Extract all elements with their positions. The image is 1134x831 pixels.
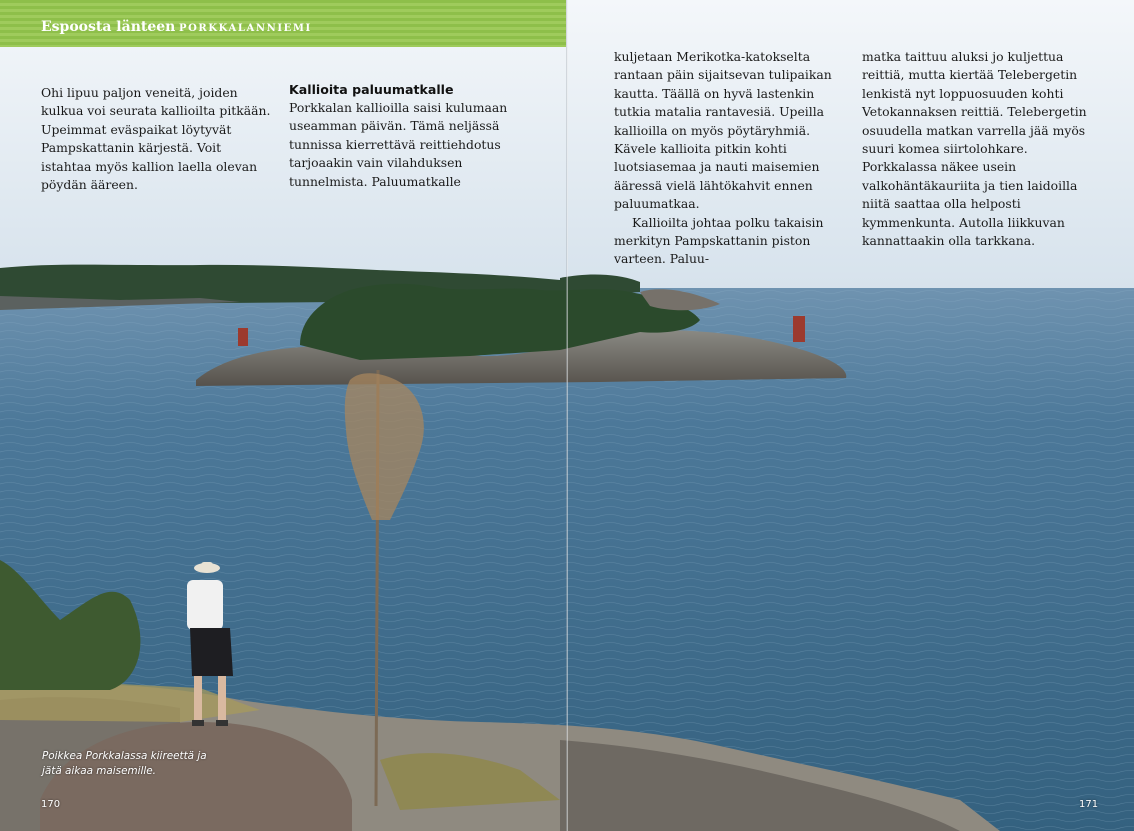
text-column-4 bbox=[862, 48, 1092, 250]
photo-caption: Poikkea Porkkalassa kiireettä ja jätä aikaa maisemille. bbox=[42, 750, 207, 777]
paragraph: Porkkalan kallioilla saisi kulumaan useamman päivän. Tämä neljässä tunnissa kierrettävä reittiehdotus tarjoaakin vain vilahduksen tunnelmista. Paluumatkalle bbox=[289, 100, 508, 189]
text-column-3 bbox=[614, 48, 844, 269]
paragraph: Kallioilta johtaa polku takaisin merkityn Pampskattanin piston varteen. Paluu- bbox=[614, 214, 824, 267]
paragraph: Ohi lipuu paljon veneitä, joiden kulkua voi seurata kallioilta pitkään. Upeimmat eväspaikat löytyvät Pampskattanin kärjestä. Voit istahtaa myös kallion laella olevan pöydän ääreen. bbox=[41, 85, 271, 193]
subheading: Kallioita paluumatkalle bbox=[289, 82, 454, 97]
red-marker bbox=[238, 328, 248, 346]
red-marker bbox=[793, 316, 805, 342]
page-gutter bbox=[566, 0, 568, 831]
page-number-left: 170 bbox=[41, 799, 61, 810]
paragraph: matka taittuu aluksi jo kuljettua reittiä, mutta kiertää Telebergetin lenkistä nyt loppuosuuden kohti Vetokannaksen reittiä. Telebergetin osuudella matkan varrella jää myös suuri komea siirtolohkare. Porkkalassa näkee usein valkohäntäkauriita ja tien laidoilla niitä saattaa olla helposti kymmenkunta. Autolla liikkuvan kannattaakin olla tarkkana. bbox=[862, 49, 1087, 249]
chapter-header-band bbox=[0, 0, 566, 47]
paragraph: kuljetaan Merikotka-katokselta rantaan päin sijaitsevan tulipaikan kautta. Täällä on hyvä lastenkin tutkia matalia rantavesiä. Upeilla kallioilla on myös pöytäryhmiä. Kävele kallioita pitkin kohti luotsiasemaa ja nauti maisemien ääressä vielä lähtökahvit ennen paluumatkaa. bbox=[614, 49, 832, 212]
text-column-2 bbox=[289, 81, 521, 191]
page-number-right: 171 bbox=[1079, 799, 1099, 810]
chapter-title: Espoosta länteen bbox=[41, 19, 176, 35]
section-title: PORKKALANNIEMI bbox=[179, 23, 312, 34]
text-column-1 bbox=[41, 84, 271, 194]
